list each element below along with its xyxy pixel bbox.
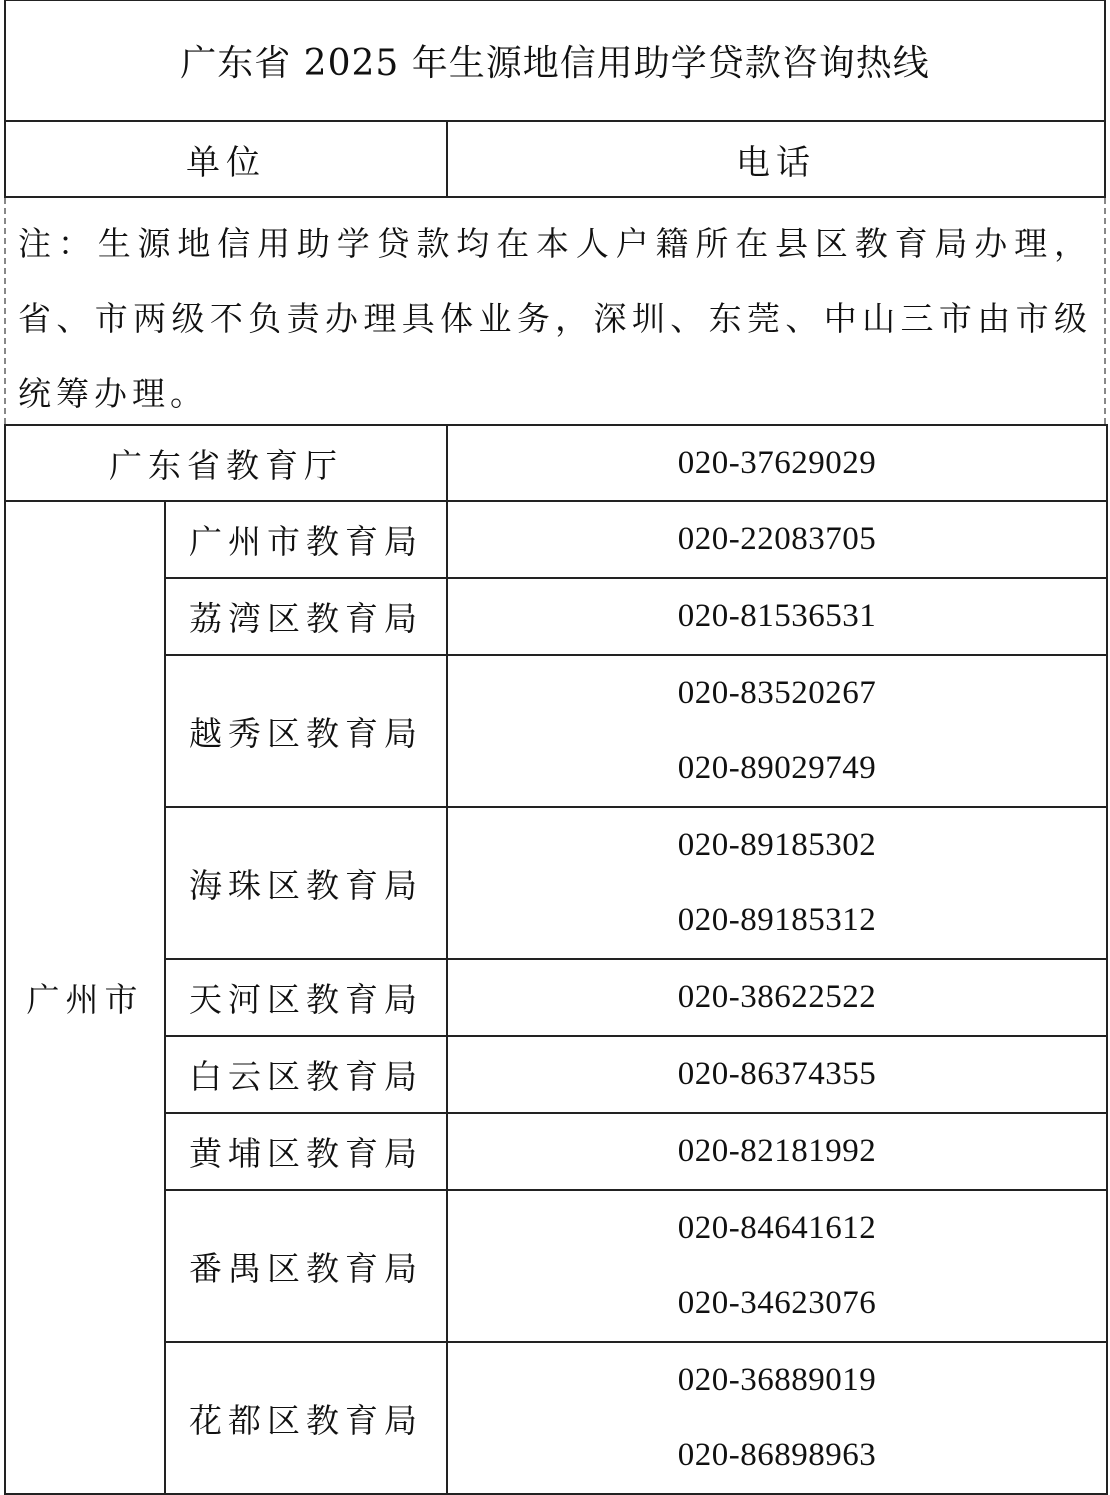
table-row: [5, 501, 1107, 578]
phone-number: 020-38622522: [677, 979, 877, 1015]
phone-number: 020-89185302: [677, 827, 877, 863]
phone-number: 020-83520267: [677, 675, 877, 711]
district-phone: [447, 959, 1107, 1036]
province-phone: 020-37629029: [447, 425, 1107, 501]
district-unit: 番禺区教育局: [165, 1190, 447, 1342]
district-unit: 广州市教育局: [165, 501, 447, 578]
table-row: [5, 959, 1107, 1036]
table-row: [5, 655, 1107, 807]
district-unit: 黄埔区教育局: [165, 1113, 447, 1190]
table-row: [5, 1190, 1107, 1342]
city-name: 广州市: [5, 501, 165, 1494]
phone-number: 020-86898963: [677, 1437, 877, 1473]
table-row: [5, 807, 1107, 959]
district-phone: [447, 1190, 1107, 1342]
hotline-table: [4, 424, 1108, 1495]
district-unit: 荔湾区教育局: [165, 578, 447, 655]
document-title: 广东省 2025 年生源地信用助学贷款咨询热线: [4, 0, 1106, 122]
district-unit: 花都区教育局: [165, 1342, 447, 1494]
phone-number: 020-34623076: [677, 1285, 877, 1321]
phone-number: 020-86374355: [677, 1056, 877, 1092]
header-phone: 电话: [736, 142, 816, 183]
phone-number: 020-89185312: [677, 902, 877, 938]
table-row: [5, 1036, 1107, 1113]
table-row: [5, 1342, 1107, 1494]
phone-number: 020-84641612: [677, 1210, 877, 1246]
district-phone: [447, 1113, 1107, 1190]
district-unit: 天河区教育局: [165, 959, 447, 1036]
phone-number: 020-22083705: [677, 521, 877, 557]
district-phone: [447, 807, 1107, 959]
district-phone: [447, 655, 1107, 807]
province-unit: 广东省教育厅: [5, 425, 447, 501]
phone-number: 020-82181992: [677, 1133, 877, 1169]
district-phone: [447, 578, 1107, 655]
table-row: [5, 425, 1107, 501]
district-phone: [447, 501, 1107, 578]
phone-number: 020-36889019: [677, 1362, 877, 1398]
district-unit: 越秀区教育局: [165, 655, 447, 807]
note-text: 注：生源地信用助学贷款均在本人户籍所在县区教育局办理，省、市两级不负责办理具体业务，深圳、东莞、中山三市由市级统筹办理。: [4, 198, 1106, 424]
district-phone: [447, 1036, 1107, 1113]
district-unit: 白云区教育局: [165, 1036, 447, 1113]
table-row: [5, 1113, 1107, 1190]
header-unit: 单位: [6, 122, 448, 196]
phone-number: 020-89029749: [677, 750, 877, 786]
district-phone: [447, 1342, 1107, 1494]
district-unit: 海珠区教育局: [165, 807, 447, 959]
table-header: [4, 122, 1106, 198]
table-row: [5, 578, 1107, 655]
hotline-document: [4, 0, 1106, 1495]
phone-number: 020-81536531: [677, 598, 877, 634]
